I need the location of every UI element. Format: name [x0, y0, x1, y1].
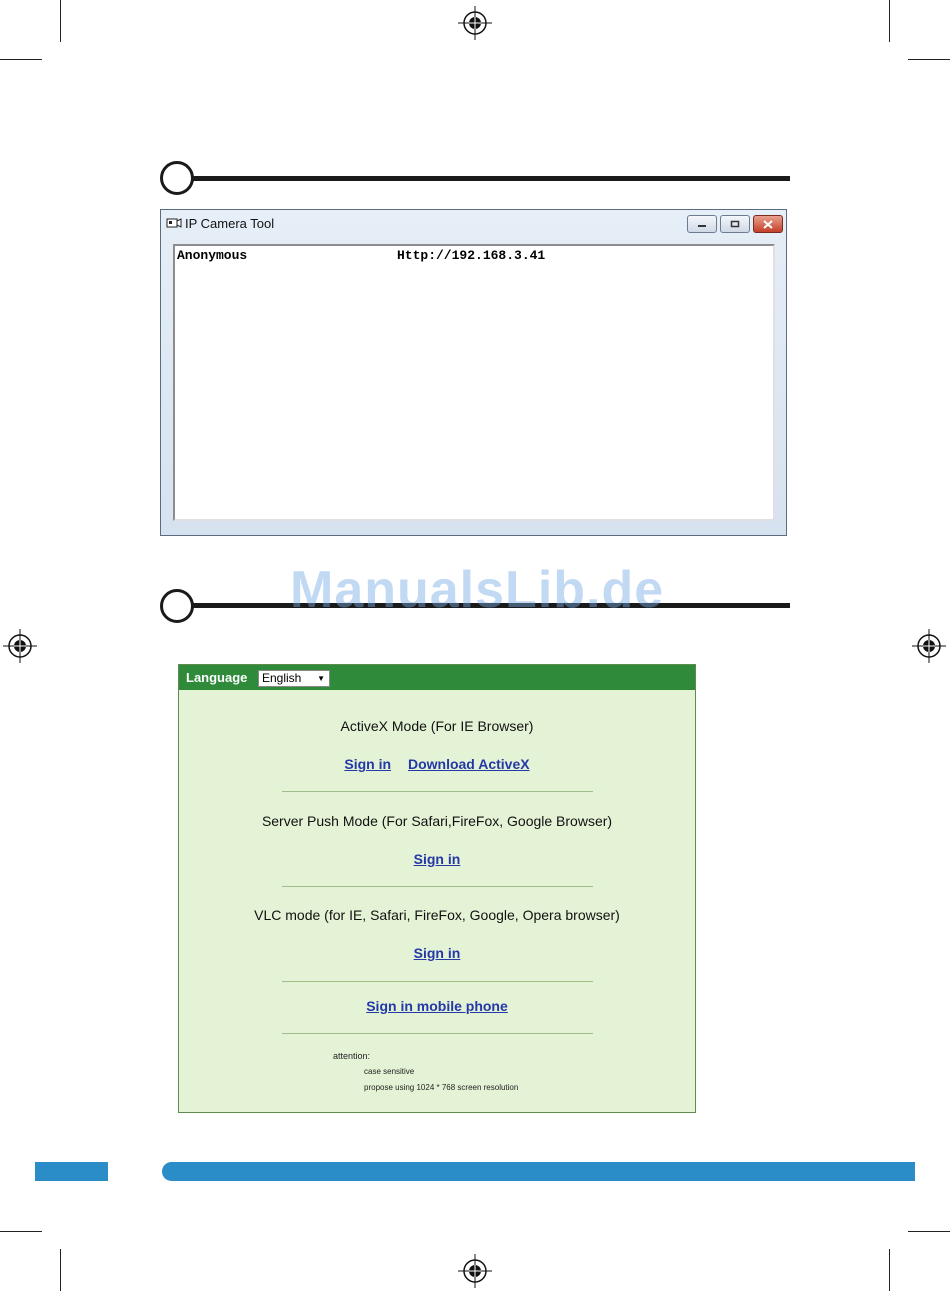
- server-push-signin-link[interactable]: Sign in: [413, 851, 461, 867]
- attention-note-resolution: propose using 1024 * 768 screen resolution: [364, 1083, 519, 1092]
- separator: [282, 1033, 593, 1034]
- close-button[interactable]: [753, 215, 783, 233]
- activex-links: [179, 756, 695, 774]
- separator: [282, 981, 593, 982]
- crop-mark: [0, 59, 42, 60]
- mobile-signin-link[interactable]: Sign in mobile phone: [366, 998, 508, 1014]
- maximize-button[interactable]: [720, 215, 750, 233]
- minimize-button[interactable]: [687, 215, 717, 233]
- ip-camera-tool-window: [160, 209, 787, 536]
- step-divider-line: [190, 176, 790, 181]
- language-value: English: [262, 671, 302, 685]
- activex-heading: ActiveX Mode (For IE Browser): [340, 718, 534, 734]
- footer-bar-right: [162, 1162, 915, 1181]
- registration-mark-icon: [458, 6, 492, 40]
- server-push-links: [179, 851, 695, 869]
- step-circle: [160, 589, 194, 623]
- language-select[interactable]: [258, 670, 330, 687]
- registration-mark-icon: [3, 629, 37, 663]
- crop-mark: [908, 59, 950, 60]
- crop-mark: [889, 1249, 890, 1291]
- separator: [282, 791, 593, 792]
- window-title: IP Camera Tool: [185, 216, 275, 231]
- vlc-links: [179, 945, 695, 963]
- crop-mark: [60, 1249, 61, 1291]
- dropdown-arrow-icon: ▼: [317, 674, 325, 683]
- crop-mark: [0, 1231, 42, 1232]
- vlc-signin-link[interactable]: Sign in: [413, 945, 461, 961]
- vlc-heading: VLC mode (for IE, Safari, FireFox, Google, Opera browser): [254, 907, 620, 923]
- camera-list[interactable]: [173, 244, 775, 521]
- camera-name: Anonymous: [177, 248, 248, 263]
- attention-label: attention:: [333, 1051, 371, 1061]
- camera-address: Http://192.168.3.41: [397, 248, 546, 263]
- activex-signin-link[interactable]: Sign in: [344, 756, 392, 772]
- footer-bar-left: [35, 1162, 108, 1181]
- minimize-icon: [697, 220, 707, 228]
- separator: [282, 886, 593, 887]
- registration-mark-icon: [912, 629, 946, 663]
- maximize-icon: [730, 220, 740, 228]
- footer-page-tab: [108, 1162, 162, 1181]
- language-bar: [179, 665, 695, 690]
- server-push-heading: Server Push Mode (For Safari,FireFox, Google Browser): [261, 813, 613, 829]
- crop-mark: [889, 0, 890, 42]
- close-icon: [763, 220, 773, 229]
- attention-note-case: case sensitive: [364, 1067, 415, 1076]
- crop-mark: [908, 1231, 950, 1232]
- step-circle: [160, 161, 194, 195]
- language-label: Language: [186, 670, 248, 685]
- camera-list-item[interactable]: [175, 248, 773, 264]
- watermark: ManualsLib.de: [290, 561, 665, 619]
- crop-mark: [60, 0, 61, 42]
- registration-mark-icon: [458, 1254, 492, 1288]
- mobile-links: [179, 998, 695, 1016]
- download-activex-link[interactable]: Download ActiveX: [407, 756, 530, 772]
- camera-icon: [166, 216, 182, 230]
- login-panel: [178, 664, 696, 1113]
